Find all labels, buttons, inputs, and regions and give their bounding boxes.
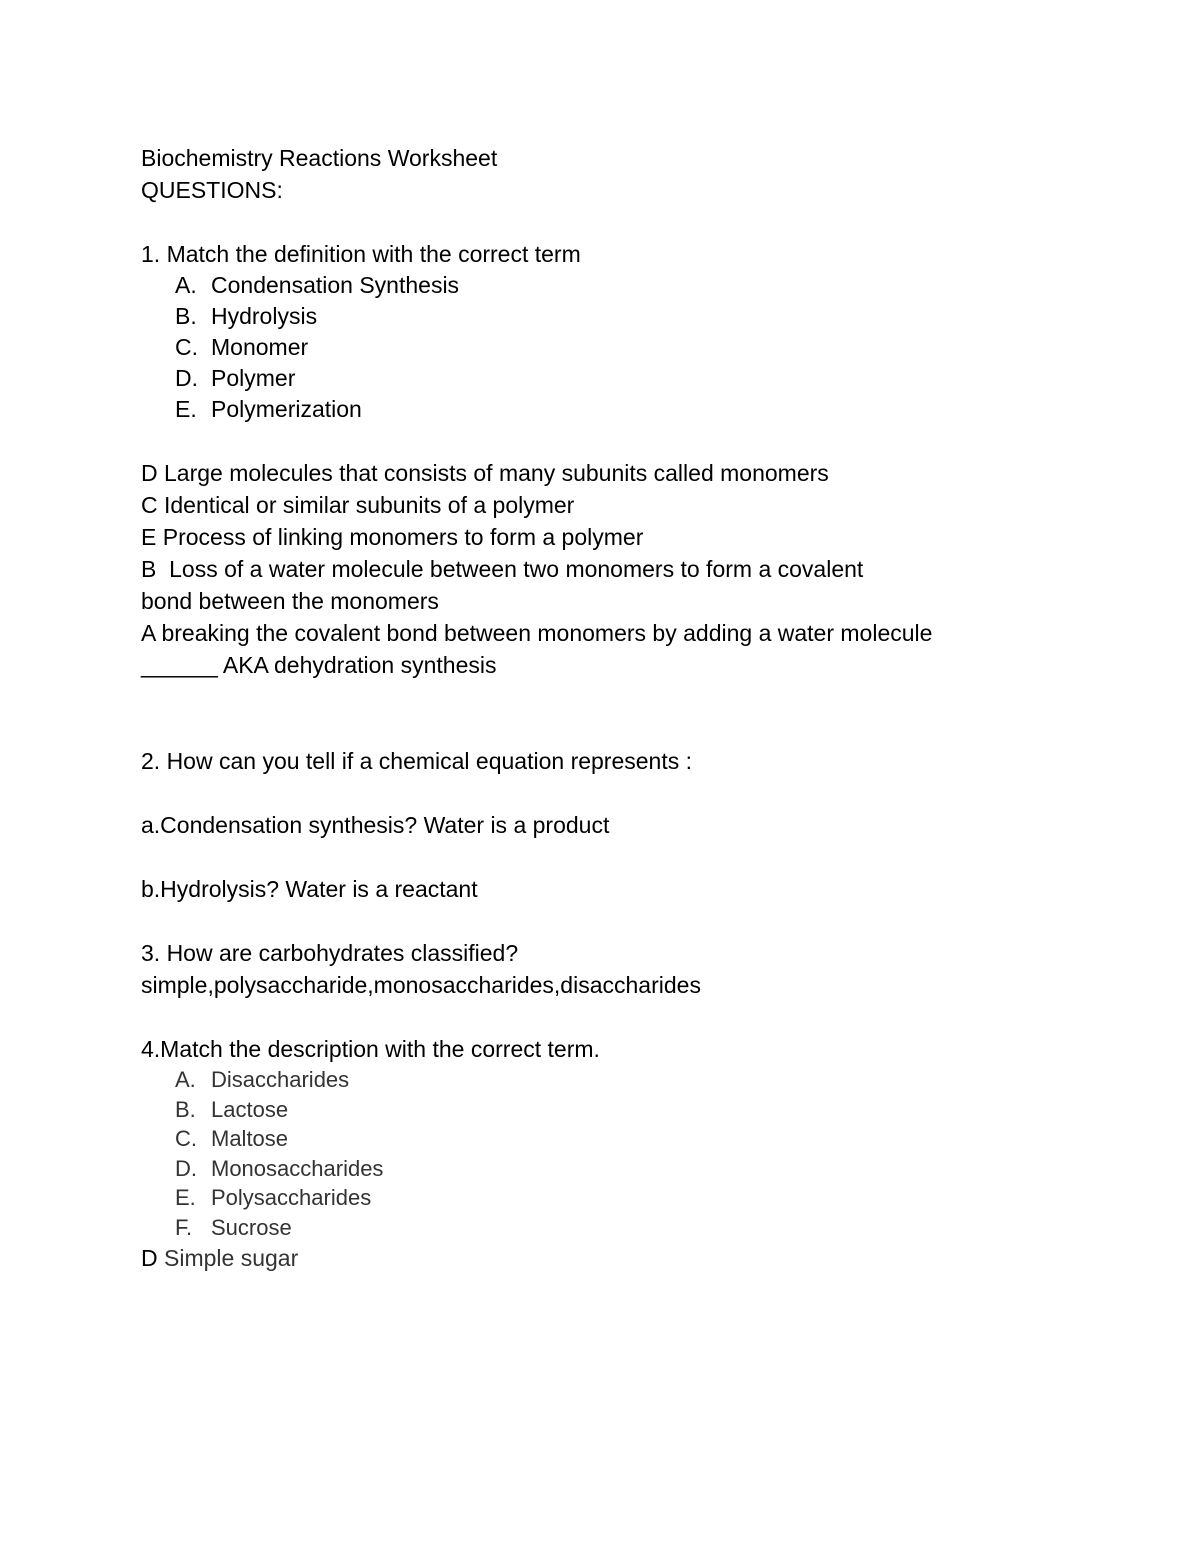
- question-1-terms: [141, 270, 1121, 425]
- question-2-part-a: a.Condensation synthesis? Water is a product: [141, 812, 610, 838]
- list-item: B. Hydrolysis: [175, 303, 318, 329]
- question-4-prompt: 4.Match the description with the correct term.: [141, 1036, 600, 1062]
- question-4-answer: [141, 1242, 1121, 1274]
- list-item: D. Monosaccharides: [175, 1155, 384, 1181]
- question-4-answer-letter: D: [141, 1245, 158, 1271]
- questions-heading: QUESTIONS:: [141, 177, 283, 203]
- question-1-answer: bond between the monomers: [141, 588, 439, 614]
- worksheet-page: [141, 142, 1121, 1274]
- question-4-answer-text: Simple sugar: [157, 1245, 299, 1271]
- question-3-answer: simple,polysaccharide,monosaccharides,disaccharides: [141, 972, 701, 998]
- list-item: B. Lactose: [175, 1096, 289, 1122]
- list-item: F. Sucrose: [175, 1214, 292, 1240]
- question-2-part-b: b.Hydrolysis? Water is a reactant: [141, 876, 478, 902]
- list-item: C. Maltose: [175, 1126, 289, 1151]
- question-1-answer: D Large molecules that consists of many subunits called monomers: [141, 460, 829, 486]
- list-item: A. Condensation Synthesis: [175, 272, 460, 298]
- question-1-answer: B Loss of a water molecule between two monomers to form a covalent: [141, 556, 864, 582]
- question-1-answer: C Identical or similar subunits of a polymer: [141, 492, 575, 518]
- question-1-answer: A breaking the covalent bond between monomers by adding a water molecule: [141, 620, 933, 646]
- question-2-prompt: 2. How can you tell if a chemical equation represents :: [141, 748, 693, 774]
- question-4-terms: [141, 1065, 1121, 1242]
- question-1-answer: E Process of linking monomers to form a polymer: [141, 524, 644, 550]
- list-item: C. Monomer: [175, 334, 309, 360]
- list-item: D. Polymer: [175, 365, 296, 391]
- question-1-prompt: 1. Match the definition with the correct term: [141, 241, 581, 267]
- question-1-answer: ______ AKA dehydration synthesis: [141, 652, 497, 678]
- worksheet-title: Biochemistry Reactions Worksheet: [141, 145, 498, 171]
- list-item: A. Disaccharides: [175, 1067, 350, 1092]
- list-item: E. Polymerization: [175, 396, 362, 422]
- list-item: E. Polysaccharides: [175, 1185, 372, 1210]
- question-3-prompt: 3. How are carbohydrates classified?: [141, 940, 519, 966]
